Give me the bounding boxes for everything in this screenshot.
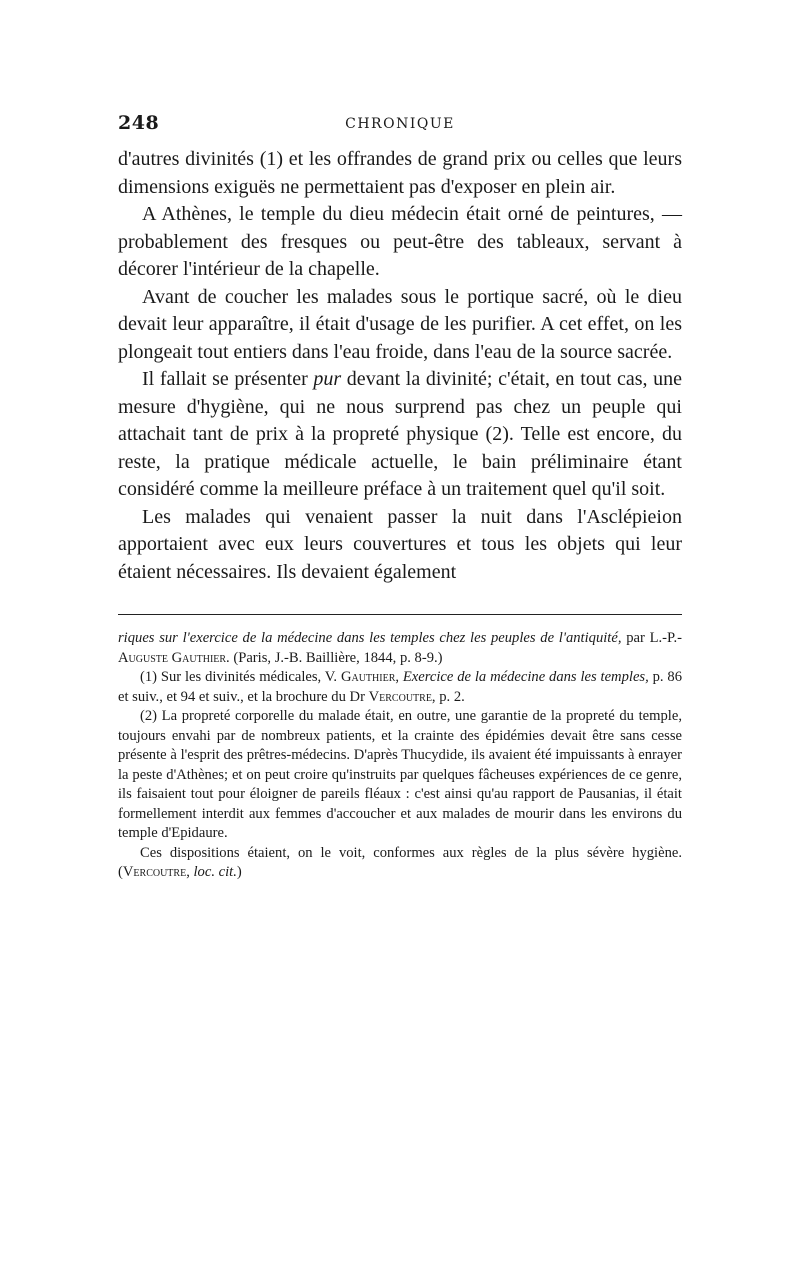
page-number: 248: [118, 112, 160, 134]
footnote-3-part-a: Ces dispositions étaient, on le voit, conformes aux règles de la plus sévère hygiène. (: [118, 844, 682, 880]
running-title: CHRONIQUE: [345, 116, 455, 132]
footnote-cont-rest: (Paris, J.-B. Baillière, 1844, p. 8-9.): [229, 649, 443, 666]
paragraph-4-part-a: Il fallait se présenter: [142, 368, 314, 390]
paragraph-4-part-b: devant la divinité; c'était, en tout cas, une mesure d'hygiène, qui ne nous surprend pas chez un peuple qui attachait tant de prix à la propreté physique (2). Telle est encore, du reste, la pratique médicale actuelle, le bain préliminaire étant considéré comme la meilleure préface à un traitement quel qu'il soit.: [118, 368, 682, 500]
paragraph-1: d'autres divinités (1) et les offrandes de grand prix ou celles que leurs dimensions exiguës ne permettaient pas d'exposer en plein air.: [118, 148, 682, 198]
footnote-3-loc-cit: loc. cit.: [189, 864, 237, 880]
footnotes: [118, 629, 682, 883]
footnote-cont-author: L.-P.-Auguste Gauthier.: [118, 630, 682, 666]
paragraph-3: Avant de coucher les malades sous le portique sacré, où le dieu devait leur apparaître, il était d'usage de les purifier. A cet effet, on les plongeait tout entiers dans l'eau froide, dans l'eau de la source sacrée.: [118, 285, 682, 363]
italic-pur: pur: [313, 368, 342, 390]
footnote-divider: [118, 614, 682, 615]
footnote-cont-par: par: [621, 630, 650, 646]
book-page: [118, 108, 682, 883]
paragraph-4: [118, 366, 682, 504]
footnote-1-part-b: p. 86 et suiv., et 94 et suiv., et la brochure du Dr: [118, 669, 683, 705]
footnote-cont-title: riques sur l'exercice de la médecine dans les temples chez les peuples de l'antiquité,: [118, 630, 622, 646]
paragraph-5: Les malades qui venaient passer la nuit dans l'Asclépieion apportaient avec eux leurs couvertures et tous les objets qui leur étaient nécessaires. Ils devaient également: [118, 505, 682, 583]
footnote-continuation: [118, 629, 682, 668]
footnote-1-part-a: (1) Sur les divinités médicales, V.: [140, 669, 341, 685]
footnote-1-author-2: Vercoutre,: [368, 688, 436, 705]
main-text: [118, 146, 682, 586]
footnote-3-author: Vercoutre,: [122, 864, 190, 880]
footnote-2: (2) La propreté corporelle du malade était, en outre, une garantie de la propreté du temple, toujours envahi par de nombreux patients, et la crainte des épidémies devait être sans cesse présente à l'esprit des prêtres-médecins. D'après Thucydide, ils avaient été impuissants à enrayer la peste d'Athènes; et on peut croire qu'instruits par quelques fâcheuses expériences de ce genre, ils faisaient tout pour éloigner de pareils fléaux : c'est ainsi qu'au rapport de Pausanias, il était formellement interdit aux femmes d'accoucher et aux malades de mourir dans les environs du temple d'Epidaure.: [118, 708, 682, 841]
footnote-1: [118, 668, 682, 707]
paragraph-2: A Athènes, le temple du dieu médecin était orné de peintures, — probablement des fresques ou peut-être des tableaux, servant à décorer l'intérieur de la chapelle.: [118, 203, 682, 280]
footnote-1-title: Exercice de la médecine dans les temples,: [399, 669, 649, 685]
footnote-3: [118, 844, 682, 883]
running-head: [118, 108, 682, 138]
footnote-1-part-c: p. 2.: [435, 688, 465, 705]
footnote-1-author: Gauthier,: [340, 669, 400, 685]
footnote-3-part-b: ): [236, 864, 242, 880]
